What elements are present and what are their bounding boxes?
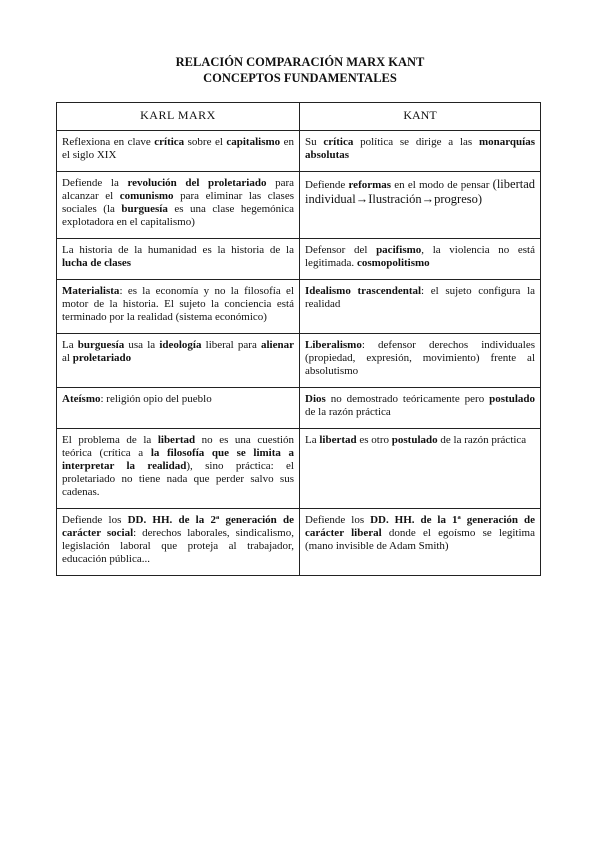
bold-text: libertad	[157, 434, 196, 446]
cell-text: de la razón práctica	[305, 406, 391, 418]
cell-text: Defiende la	[62, 177, 128, 189]
cell-kant	[300, 509, 541, 576]
bold-text: crítica	[154, 136, 185, 148]
table-row	[57, 239, 541, 280]
cell-marx	[57, 429, 300, 509]
bold-text: crítica	[323, 136, 354, 148]
bold-text: reformas	[348, 179, 392, 191]
bold-text: comunismo	[119, 190, 174, 202]
table-body	[57, 131, 541, 576]
cell-marx	[57, 334, 300, 388]
bold-text: alienar	[260, 339, 294, 351]
bold-text: Materialista	[62, 285, 120, 297]
bold-text: Liberalismo	[305, 339, 362, 351]
table-row	[57, 509, 541, 576]
table-row	[57, 172, 541, 239]
cell-text: para alcanzar el	[62, 177, 294, 202]
bold-text: DD. HH. de la 2ª generación de carácter social	[62, 514, 294, 539]
cell-text: : religión opio del pueblo	[100, 393, 212, 405]
table-row	[57, 280, 541, 334]
title-line-1: RELACIÓN COMPARACIÓN MARX KANT	[175, 55, 425, 69]
cell-text: es una clase hegemónica explotadora en el capitalismo)	[62, 203, 294, 228]
cell-text: : defensor derechos individuales (propiedad, expresión, movimiento) frente al absolutismo	[305, 339, 535, 377]
bold-text: lucha de clases	[62, 257, 132, 269]
bold-text: postulado	[489, 393, 535, 405]
cell-text: usa la	[124, 339, 160, 351]
cell-text: política se dirige a las	[353, 136, 479, 148]
cell-marx	[57, 509, 300, 576]
bold-text: monarquías absolutas	[305, 136, 535, 161]
cell-text: : el sujeto configura la realidad	[305, 285, 536, 310]
bold-text: burguesía	[77, 339, 125, 351]
cell-text: en el modo de pensar	[391, 179, 493, 191]
cell-text: sobre el	[184, 136, 227, 148]
cell-text: Reflexiona en clave	[62, 136, 155, 148]
bold-text: postulado	[391, 434, 438, 446]
bold-text: pacifismo	[376, 244, 422, 256]
bold-text: DD. HH. de la 1ª generación de carácter liberal	[305, 514, 535, 539]
cell-text: de la razón práctica	[437, 434, 527, 446]
cell-text: La	[62, 339, 78, 351]
cell-marx	[57, 388, 300, 429]
cell-kant	[300, 280, 541, 334]
cell-text: no es una cuestión teórica (crítica a	[62, 434, 294, 459]
column-header-marx: KARL MARX	[57, 103, 300, 131]
bold-text: Dios	[305, 393, 326, 405]
cell-text: es otro	[356, 434, 392, 446]
cell-text: : es la economía y no la filosofía el motor de la historia. El sujeto la conciencia está terminado por la realidad (sistema económico)	[62, 285, 294, 323]
page-title	[0, 54, 600, 86]
table-row	[57, 388, 541, 429]
cell-text: Defensor del	[305, 244, 377, 256]
cell-text: El problema de la	[62, 434, 158, 446]
table-header-row	[57, 103, 541, 131]
cell-text: donde el egoísmo se legitima (mano invisible de Adam Smith)	[305, 527, 535, 552]
cell-text: : derechos laborales, sindicalismo, legislación laboral que proteja al trabajador, educación pública...	[62, 527, 294, 565]
cell-kant	[300, 429, 541, 509]
cell-text: , la violencia no está legitimada.	[305, 244, 535, 269]
cell-marx	[57, 172, 300, 239]
cell-text: al	[62, 352, 73, 364]
bold-text: Idealismo trascendental	[305, 285, 422, 297]
bold-text: libertad	[319, 434, 357, 446]
table-row	[57, 334, 541, 388]
bold-text: capitalismo	[226, 136, 281, 148]
cell-marx	[57, 131, 300, 172]
bold-text: burguesía	[121, 203, 168, 215]
cell-marx	[57, 280, 300, 334]
cell-kant	[300, 334, 541, 388]
bold-text: proletariado	[72, 352, 132, 364]
table-row	[57, 131, 541, 172]
cell-text: no demostrado teóricamente pero	[325, 393, 490, 405]
cell-kant	[300, 131, 541, 172]
bold-text: ideología	[159, 339, 202, 351]
cell-text: Defiende los	[305, 514, 371, 526]
cell-text: (libertad individual→Ilustración→progreso)	[305, 177, 535, 206]
cell-text: Su	[305, 136, 324, 148]
cell-text: en el siglo XIX	[62, 136, 294, 161]
bold-text: la filosofía que se limita a interpretar la realidad	[62, 447, 295, 472]
cell-text: liberal para	[201, 339, 261, 351]
bold-text: Ateísmo	[62, 393, 101, 405]
title-line-2: CONCEPTOS FUNDAMENTALES	[203, 71, 397, 85]
comparison-table	[56, 102, 541, 576]
cell-text: La historia de la humanidad es la historia de la	[62, 244, 294, 256]
cell-text: ), sino práctica: el proletariado no tiene nada que perder salvo sus cadenas.	[62, 460, 294, 498]
cell-text: Defiende	[305, 179, 349, 191]
cell-text: La	[305, 434, 320, 446]
bold-text: revolución del proletariado	[127, 177, 267, 189]
cell-text: para eliminar las clases sociales (la	[62, 190, 294, 215]
cell-kant	[300, 239, 541, 280]
bold-text: cosmopolitismo	[356, 257, 430, 269]
column-header-kant: KANT	[300, 103, 541, 131]
table-row	[57, 429, 541, 509]
cell-marx	[57, 239, 300, 280]
cell-kant	[300, 388, 541, 429]
cell-text: Defiende los	[62, 514, 128, 526]
cell-kant	[300, 172, 541, 239]
